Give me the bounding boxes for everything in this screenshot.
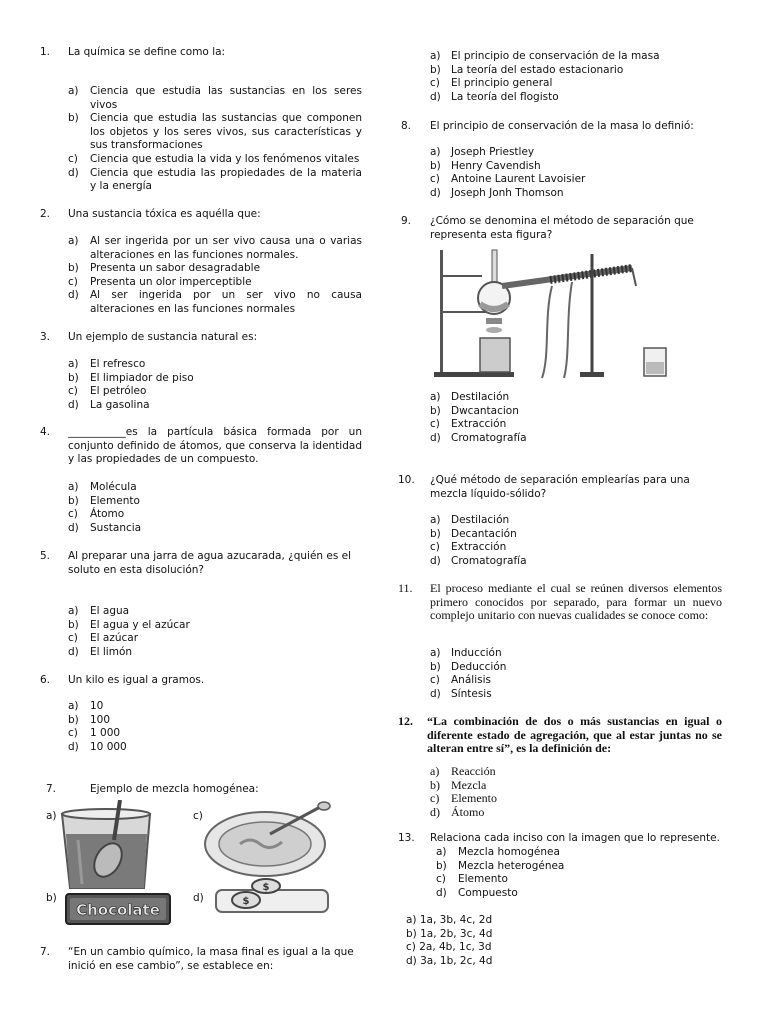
option: a) 10 — [68, 700, 104, 712]
question-11-options — [430, 647, 730, 701]
question-5-options — [68, 605, 362, 659]
option: c) Elemento — [430, 791, 497, 806]
option: c) Extracción — [430, 418, 507, 431]
option: b) 100 — [68, 713, 111, 726]
option: b) Ciencia que estudia las sustancias que componen los objetos y los seres vivos, sus características y sus transformaciones — [68, 112, 362, 152]
soup-bowl-image — [200, 800, 340, 880]
question-text: Un ejemplo de sustancia natural es: — [68, 331, 258, 343]
image-label-a: a) — [46, 810, 57, 822]
question-number: 5. — [40, 550, 51, 562]
option: c) Ciencia que estudia la vida y los fenómenos vitales — [68, 152, 360, 165]
question-text: ¿Qué método de separación emplearías para una mezcla líquido-sólido? — [430, 474, 690, 500]
image-label-b: b) — [46, 892, 57, 904]
question-6-options — [68, 700, 362, 754]
option: d) 10 000 — [68, 740, 127, 753]
answer-blank: ___________ — [68, 426, 126, 438]
question-number: 10. — [398, 474, 415, 486]
glass-with-spoon-image — [58, 800, 158, 892]
image-label-c: c) — [193, 810, 203, 822]
question-number: 11. — [398, 581, 413, 595]
question-text: ¿Cómo se denomina el método de separación que representa esta figura? — [430, 215, 694, 241]
question-number: 1. — [40, 46, 51, 58]
question-13-options — [436, 846, 726, 900]
option: c) Presenta un olor imperceptible — [68, 275, 252, 288]
question-text: Ejemplo de mezcla homogénea: — [90, 783, 259, 795]
option: c) Análisis — [430, 674, 491, 687]
question-text: “La combinación de dos o más sustancias en igual o diferente estado de agregación, que al estar juntas no se alteran entre sí”, es la definición de: — [427, 714, 722, 756]
option: d) Cromatografía — [430, 431, 527, 444]
question-12-options — [430, 765, 730, 819]
option: a) El agua — [68, 605, 130, 617]
option: a) Joseph Priestley — [430, 146, 535, 158]
chocolate-label: Chocolate — [76, 901, 160, 919]
option: d) El limón — [68, 645, 133, 658]
option: b) Henry Cavendish — [430, 159, 541, 172]
question-text: Relaciona cada inciso con la imagen que lo represente. — [430, 832, 720, 844]
answer-choice: d) 3a, 1b, 2c, 4d — [406, 954, 493, 967]
option: c) El petróleo — [68, 385, 147, 398]
option: d) Joseph Jonh Thomson — [430, 186, 564, 199]
answer-choice: c) 2a, 4b, 1c, 3d — [406, 941, 492, 954]
question-text: Al preparar una jarra de agua azucarada, ¿quién es el soluto en esta disolución? — [68, 550, 352, 576]
coin-symbol: $ — [262, 882, 270, 893]
option: d) Átomo — [430, 804, 485, 819]
question-number: 3. — [40, 331, 51, 343]
option: b) Dwcantacion — [430, 404, 519, 417]
option: c) El principio general — [430, 77, 553, 90]
question-number: 13. — [398, 832, 415, 844]
option: a) Inducción — [430, 647, 502, 659]
option: d) Ciencia que estudia las propiedades de la materia y la energía — [68, 166, 362, 193]
option: b) Presenta un sabor desagradable — [68, 262, 261, 275]
option: d) La gasolina — [68, 398, 150, 411]
coin-symbol: $ — [242, 896, 250, 907]
answer-choice: b) 1a, 2b, 3c, 4d — [406, 927, 493, 940]
option: a) Destilación — [430, 514, 510, 526]
option: d) Al ser ingerida por un ser vivo no causa alteraciones en las funciones normales — [68, 289, 362, 315]
question-13-answers — [406, 914, 606, 968]
option: c) Elemento — [436, 873, 508, 886]
option: a) Molécula — [68, 481, 137, 493]
question-text: ___________es la partícula básica formada por un conjunto definido de átomos, que conserva la identidad y las propiedades de un compuesto. — [68, 426, 362, 466]
option: b) El limpiador de piso — [68, 371, 194, 384]
option: c) Antoine Laurent Lavoisier — [430, 173, 586, 186]
option: b) Elemento — [68, 494, 140, 507]
question-number: 7. — [40, 946, 51, 958]
question-number: 8. — [401, 120, 412, 132]
image-label-d: d) — [193, 892, 204, 904]
question-number: 9. — [401, 215, 412, 227]
question-3-options — [68, 358, 362, 412]
question-9-options — [430, 391, 730, 445]
distillation-apparatus-image — [432, 246, 676, 380]
answer-choice: a) 1a, 3b, 4c, 2d — [406, 914, 493, 926]
question-text: El principio de conservación de la masa lo definió: — [430, 120, 694, 132]
option: a) Mezcla homogénea — [436, 846, 560, 858]
option: a) Al ser ingerida por un ser vivo causa una o varias alteraciones en las funciones normales. — [68, 235, 362, 261]
chocolate-bar-image — [64, 892, 172, 926]
question-7b-options — [430, 50, 730, 104]
option: c) 1 000 — [68, 727, 121, 740]
option: a) El principio de conservación de la masa — [430, 50, 660, 62]
question-number: 2. — [40, 208, 51, 220]
question-text: El proceso mediante el cual se reúnen diversos elementos primero conocidos por separado, para formar un nuevo complejo unitario con nuevas cualidades se conoce como: — [430, 581, 722, 623]
option: b) Deducción — [430, 660, 507, 673]
question-1-options — [68, 85, 362, 194]
option: a) Reacción — [430, 764, 496, 778]
option: b) La teoría del estado estacionario — [430, 63, 624, 76]
question-text: Una sustancia tóxica es aquélla que: — [68, 208, 261, 220]
question-10-options — [430, 514, 730, 568]
option: b) El agua y el azúcar — [68, 618, 190, 631]
option: d) La teoría del flogisto — [430, 90, 559, 103]
question-text: “En un cambio químico, la masa final es igual a la que inició en ese cambio”, se establece en: — [68, 946, 354, 972]
coins-image — [210, 872, 334, 916]
option: b) Mezcla — [430, 777, 487, 792]
question-4-options — [68, 481, 362, 535]
option: c) Extracción — [430, 541, 507, 554]
option: a) Ciencia que estudia las sustancias en los seres vivos — [68, 85, 362, 111]
question-2-options — [68, 235, 362, 317]
question-text: La química se define como la: — [68, 46, 226, 58]
option: a) Destilación — [430, 391, 510, 403]
question-number: 12. — [398, 714, 413, 728]
question-8-options — [430, 146, 730, 200]
option: d) Síntesis — [430, 687, 492, 700]
option: d) Compuesto — [436, 886, 518, 899]
option: c) El azúcar — [68, 632, 139, 645]
option: c) Átomo — [68, 508, 125, 521]
option: d) Cromatografía — [430, 554, 527, 567]
option: b) Mezcla heterogénea — [436, 859, 565, 872]
option: b) Decantación — [430, 527, 517, 540]
question-text: Un kilo es igual a gramos. — [68, 674, 205, 686]
question-number: 6. — [40, 674, 51, 686]
question-number: 4. — [40, 426, 51, 438]
question-number: 7. — [46, 783, 57, 795]
option: d) Sustancia — [68, 521, 142, 534]
option: a) El refresco — [68, 358, 146, 370]
